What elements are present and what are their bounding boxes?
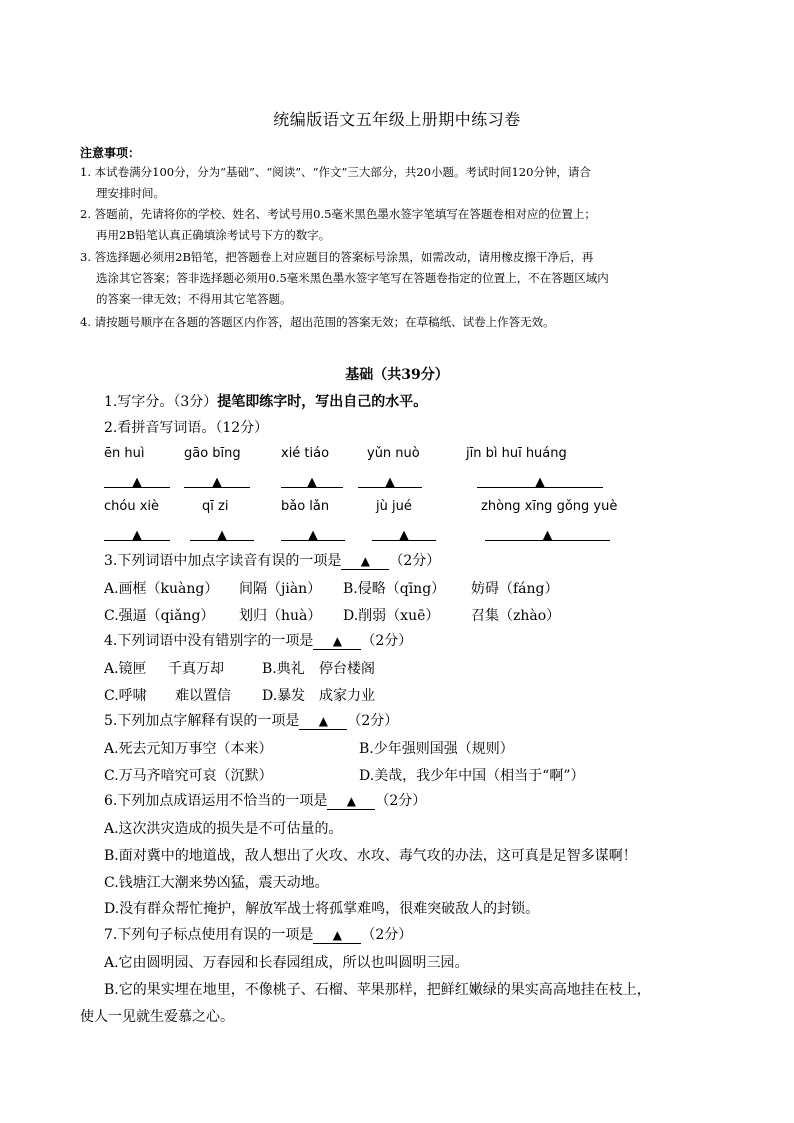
question-score: （2分） [389,553,441,569]
notice-item-4 [80,312,720,333]
option-a: A.它由圆明园、万春园和长春园组成，所以也叫圆明三园。 [104,955,469,971]
answer-blank[interactable] [281,524,345,541]
question-2 [104,418,268,438]
question-1 [104,392,427,412]
option-a-word2: 间隔（jiàn） [239,581,322,597]
notice-line: 的答案一律无效；不得用其它笔答题。 [96,292,292,306]
pinyin: jīn bì huī huáng [466,446,567,461]
question-text: 7.下列句子标点使用有误的一项是 [104,927,314,943]
notice-item-3 [80,247,720,310]
answer-marker: ▲ [318,714,328,728]
pinyin: gāo bīng [184,446,241,461]
answer-blank[interactable] [104,524,170,541]
answer-marker: ▲ [332,928,342,942]
option-d: D.没有群众帮忙掩护，解放军战士将孤掌难鸣，很难突破敌人的封锁。 [104,901,540,917]
option-a: A.镜匣 [104,661,147,677]
answer-marker: ▲ [308,528,318,543]
option-b: B.少年强则国强（规则） [359,741,514,757]
answer-blank[interactable] [327,793,375,810]
pinyin: chóu xiè [104,499,160,514]
answer-blank[interactable] [184,471,250,488]
pinyin: qī zi [202,499,229,514]
answer-marker: ▲ [217,528,227,543]
option-a: A.这次洪灾造成的损失是不可估量的。 [104,821,343,837]
answer-marker: ▲ [360,554,370,568]
option-c-word2: 难以置信 [175,688,231,704]
answer-blank[interactable] [190,524,254,541]
option-b: B.侵略（qīng） [343,581,446,597]
option-c-word2: 划归（huà） [239,608,322,624]
answer-marker: ▲ [535,475,545,490]
answer-marker: ▲ [212,475,222,490]
question-text: 1.写字分。（3分） [104,394,218,410]
answer-blank[interactable] [299,713,347,730]
answer-blank[interactable] [281,471,343,488]
question-5 [104,711,398,731]
question-7 [104,925,412,945]
question-score: （2分） [361,633,413,649]
option-d-word2: 召集（zhào） [471,608,561,624]
option-a: A.死去元知万事空（本来） [104,741,273,757]
notice-heading: 注意事项： [80,146,141,160]
notice-item-1 [80,162,720,204]
answer-blank[interactable] [104,471,170,488]
pinyin: yǔn nuò [367,446,420,461]
option-b-word2: 妨碍（fáng） [471,581,559,597]
answer-blank[interactable] [477,471,603,488]
option-c: C.呼啸 [104,688,147,704]
question-3 [104,551,440,571]
notice-line: 2. 答题前，先请将你的学校、姓名、考试号用0.5毫米黑色墨水签字笔填写在答题卷相对应的位置上； [80,207,596,221]
page-title: 统编版语文五年级上册期中练习卷 [273,110,521,129]
notice-line: 1. 本试卷满分100分，分为“基础”、“阅读”、“作文”三大部分，共20小题。考试时间120分钟，请合 [80,165,591,179]
notice-line: 3. 答选择题必须用2B铅笔，把答题卷上对应题目的答案标号涂黑，如需改动，请用橡皮擦干净后，再 [80,250,594,264]
option-b: B.它的果实埋在地里，不像桃子、石榴、苹果那样，把鲜红嫩绿的果实高高地挂在枝上， [104,982,651,998]
option-c: C.强逼（qiǎng） [104,608,215,624]
question-emphasis: 提笔即练字时，写出自己的水平。 [217,394,428,410]
question-text: 2.看拼音写词语。（12分） [104,420,269,436]
pinyin: jù jué [376,499,412,514]
notice-line: 理安排时间。 [96,186,165,200]
answer-blank[interactable] [485,524,610,541]
section-heading: 基础（共39分） [345,367,449,383]
option-d: D.美哉，我少年中国（相当于“啊”） [359,768,585,784]
question-score: （2分） [375,793,427,809]
question-6 [104,791,426,811]
question-4 [104,631,412,651]
notice-line: 再用2B铅笔认真正确填涂考试号下方的数字。 [96,228,331,242]
answer-blank[interactable] [372,524,436,541]
answer-blank[interactable] [341,553,389,570]
option-a-word2: 千真万却 [168,661,224,677]
option-b: B.典礼 [262,661,305,677]
answer-marker: ▲ [385,475,395,490]
pinyin: ēn huì [104,446,145,461]
question-text: 6.下列加点成语运用不恰当的一项是 [104,793,328,809]
option-b: B.面对冀中的地道战，敌人想出了火攻、水攻、毒气攻的办法，这可真是足智多谋啊！ [104,848,637,864]
answer-marker: ▲ [346,794,356,808]
answer-blank[interactable] [313,927,361,944]
option-c: C.万马齐喑究可哀（沉默） [104,768,273,784]
option-b-continued: 使人一见就生爱慕之心。 [80,1009,234,1025]
answer-marker: ▲ [542,528,553,543]
answer-blank[interactable] [358,471,422,488]
option-d-word2: 成家力业 [319,688,375,704]
notice-item-2 [80,204,720,246]
pinyin: xié tiáo [281,446,330,461]
option-b-word2: 停台楼阁 [319,661,375,677]
answer-marker: ▲ [307,475,317,490]
question-score: （2分） [347,713,399,729]
pinyin: zhòng xīng gǒng yuè [481,499,618,514]
option-a: A.画框（kuàng） [104,581,219,597]
answer-marker: ▲ [399,528,409,543]
answer-blank[interactable] [313,633,361,650]
option-c: C.钱塘江大潮来势凶猛，震天动地。 [104,875,329,891]
notice-line: 4. 请按题号顺序在各题的答题区内作答，超出范围的答案无效；在草稿纸、试卷上作答无效。 [80,315,555,329]
option-d: D.暴发 [262,688,306,704]
question-score: （2分） [361,927,413,943]
answer-marker: ▲ [332,634,342,648]
notice-line: 选涂其它答案；答非选择题必须用0.5毫米黑色墨水签字笔写在答题卷指定的位置上，不在答题区域内 [96,271,609,285]
option-d: D.削弱（xuē） [343,608,440,624]
question-text: 5.下列加点字解释有误的一项是 [104,713,300,729]
question-text: 4.下列词语中没有错别字的一项是 [104,633,314,649]
pinyin: bǎo lǎn [281,499,330,514]
answer-marker: ▲ [132,475,142,490]
question-text: 3.下列词语中加点字读音有误的一项是 [104,553,342,569]
answer-marker: ▲ [132,528,142,543]
